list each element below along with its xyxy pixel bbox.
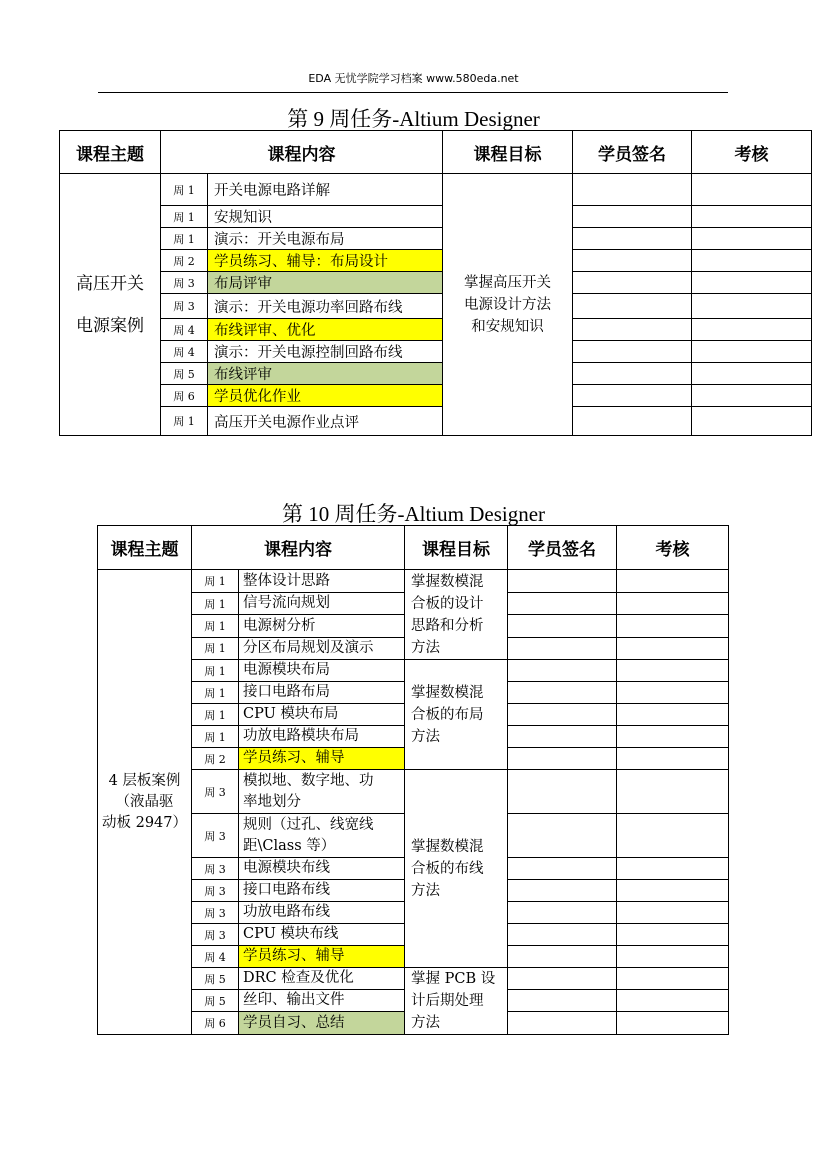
table-row: [98, 660, 729, 682]
table2-title: 第 10 周任务-Altium Designer: [281, 502, 546, 526]
week-cell: 周 1: [192, 726, 239, 748]
course-goal-line: 方法: [411, 882, 440, 899]
content-line: 丝印、输出文件: [243, 992, 345, 1008]
assessment-cell[interactable]: [617, 1012, 729, 1035]
content-cell: 布线评审: [208, 363, 443, 385]
signature-cell[interactable]: [508, 770, 617, 814]
table-row: [60, 272, 812, 294]
signature-cell[interactable]: [573, 206, 692, 228]
content-line: 功放电路布线: [243, 904, 330, 920]
signature-cell[interactable]: [573, 228, 692, 250]
course-goal: [405, 570, 508, 660]
course-goal: [443, 174, 573, 436]
week-cell: 周 4: [161, 341, 208, 363]
content-cell: 布局评审: [208, 272, 443, 294]
course-goal-line: 掌握 PCB 设: [411, 971, 496, 987]
table-row: [98, 968, 729, 990]
week-cell: 周 1: [161, 174, 208, 206]
content-line: 规则（过孔、线宽线: [243, 816, 374, 833]
course-topic: [60, 174, 161, 436]
week-cell: 周 1: [161, 228, 208, 250]
week10-table: [97, 525, 729, 1035]
col-header-goal: 课程目标: [405, 526, 508, 570]
week-cell: 周 1: [192, 704, 239, 726]
course-goal-line: 和安规知识: [471, 318, 544, 335]
page-header: EDA 无忧学院学习档案 www.580eda.net: [308, 72, 519, 85]
course-goal-line: 计后期处理: [411, 993, 484, 1009]
assessment-cell[interactable]: [617, 593, 729, 615]
signature-cell[interactable]: [508, 704, 617, 726]
week-cell: 周 3: [192, 902, 239, 924]
assessment-cell[interactable]: [617, 946, 729, 968]
table-row: [60, 385, 812, 407]
course-goal-line: 合板的布局: [411, 706, 484, 723]
signature-cell[interactable]: [573, 385, 692, 407]
signature-cell[interactable]: [508, 924, 617, 946]
week-cell: 周 2: [161, 250, 208, 272]
content-cell: [239, 770, 405, 814]
content-line: 距\Class 等）: [243, 837, 336, 854]
signature-cell[interactable]: [573, 407, 692, 436]
assessment-cell[interactable]: [617, 990, 729, 1012]
col-header-assessment: 考核: [617, 526, 729, 570]
table-row: [98, 770, 729, 814]
assessment-cell[interactable]: [692, 341, 812, 363]
signature-cell[interactable]: [508, 615, 617, 637]
assessment-cell[interactable]: [692, 363, 812, 385]
week-cell: 周 1: [192, 593, 239, 615]
table1-header-row: [60, 131, 812, 174]
col-header-signature: 学员签名: [508, 526, 617, 570]
course-topic-line: 高压开关: [76, 273, 144, 294]
signature-cell[interactable]: [573, 174, 692, 206]
course-goal-line: 思路和分析: [411, 618, 484, 634]
assessment-cell[interactable]: [692, 407, 812, 436]
course-goal-line: 掌握数模混: [411, 684, 484, 701]
course-goal-line: 掌握数模混: [411, 838, 484, 855]
col-header-assessment: 考核: [692, 131, 812, 174]
content-cell: [239, 814, 405, 858]
signature-cell[interactable]: [508, 814, 617, 858]
assessment-cell[interactable]: [617, 726, 729, 748]
content-line: 学员自习、总结: [243, 1014, 345, 1031]
course-goal-line: 合板的设计: [411, 596, 484, 612]
signature-cell[interactable]: [508, 946, 617, 968]
content-cell: [239, 615, 405, 637]
signature-cell[interactable]: [508, 593, 617, 615]
table-row: [60, 341, 812, 363]
table-row: [60, 294, 812, 319]
course-goal-line: 掌握高压开关: [464, 274, 551, 291]
signature-cell[interactable]: [573, 363, 692, 385]
signature-cell[interactable]: [508, 858, 617, 880]
assessment-cell[interactable]: [617, 880, 729, 902]
assessment-cell[interactable]: [692, 319, 812, 341]
week-cell: 周 5: [192, 968, 239, 990]
content-cell: 演示：开关电源控制回路布线: [208, 341, 443, 363]
table-row: [60, 228, 812, 250]
col-header-topic: 课程主题: [98, 526, 192, 570]
week-cell: 周 3: [161, 272, 208, 294]
course-goal-line: 方法: [411, 728, 440, 745]
assessment-cell[interactable]: [692, 385, 812, 407]
content-line: 电源树分析: [243, 617, 316, 634]
week-cell: 周 6: [161, 385, 208, 407]
col-header-signature: 学员签名: [573, 131, 692, 174]
week-cell: 周 1: [192, 570, 239, 593]
content-cell: [239, 946, 405, 968]
content-line: 功放电路模块布局: [243, 728, 359, 744]
course-goal: [405, 660, 508, 770]
content-line: 学员练习、辅导: [243, 750, 345, 766]
week-cell: 周 1: [161, 407, 208, 436]
assessment-cell[interactable]: [617, 902, 729, 924]
week-cell: 周 6: [192, 1012, 239, 1035]
assessment-cell[interactable]: [692, 250, 812, 272]
assessment-cell[interactable]: [617, 660, 729, 682]
week-cell: 周 5: [161, 363, 208, 385]
content-cell: 高压开关电源作业点评: [208, 407, 443, 436]
assessment-cell[interactable]: [617, 615, 729, 637]
content-cell: [239, 990, 405, 1012]
assessment-cell[interactable]: [692, 272, 812, 294]
week9-table: [59, 130, 812, 436]
content-cell: [239, 660, 405, 682]
table-row: [60, 250, 812, 272]
signature-cell[interactable]: [573, 294, 692, 319]
content-line: 接口电路布局: [243, 684, 330, 700]
week-cell: 周 1: [192, 682, 239, 704]
assessment-cell[interactable]: [617, 637, 729, 659]
content-cell: [239, 726, 405, 748]
course-goal-line: 方法: [411, 1015, 440, 1031]
content-cell: [239, 1012, 405, 1035]
table-row: [60, 407, 812, 436]
assessment-cell[interactable]: [617, 682, 729, 704]
table-row: [60, 206, 812, 228]
content-cell: 布线评审、优化: [208, 319, 443, 341]
assessment-cell[interactable]: [617, 770, 729, 814]
signature-cell[interactable]: [508, 880, 617, 902]
assessment-cell[interactable]: [617, 968, 729, 990]
content-cell: 学员优化作业: [208, 385, 443, 407]
course-goal-line: 方法: [411, 640, 440, 656]
week-cell: 周 2: [192, 748, 239, 770]
assessment-cell[interactable]: [692, 174, 812, 206]
week-cell: 周 1: [161, 206, 208, 228]
course-goal: [405, 968, 508, 1035]
signature-cell[interactable]: [508, 660, 617, 682]
content-cell: 学员练习、辅导：布局设计: [208, 250, 443, 272]
content-cell: 安规知识: [208, 206, 443, 228]
content-line: 模拟地、数字地、功: [243, 772, 374, 789]
course-topic-line: 4 层板案例: [108, 772, 181, 789]
week-cell: 周 4: [161, 319, 208, 341]
table-row: [98, 570, 729, 593]
week-cell: 周 4: [192, 946, 239, 968]
signature-cell[interactable]: [573, 250, 692, 272]
content-cell: [239, 570, 405, 593]
week-cell: 周 1: [192, 615, 239, 637]
content-line: 电源模块布线: [243, 860, 330, 876]
table-row: [60, 319, 812, 341]
signature-cell[interactable]: [573, 319, 692, 341]
col-header-topic: 课程主题: [60, 131, 161, 174]
assessment-cell[interactable]: [692, 294, 812, 319]
content-line: 接口电路布线: [243, 882, 330, 898]
content-cell: [239, 858, 405, 880]
signature-cell[interactable]: [508, 748, 617, 770]
assessment-cell[interactable]: [617, 858, 729, 880]
course-goal-line: 合板的布线: [411, 860, 484, 877]
col-header-content: 课程内容: [192, 526, 405, 570]
week-cell: 周 3: [192, 880, 239, 902]
assessment-cell[interactable]: [617, 814, 729, 858]
content-line: 率地划分: [243, 793, 301, 810]
course-topic-line: 动板 2947）: [101, 814, 187, 831]
content-cell: [239, 704, 405, 726]
col-header-content: 课程内容: [161, 131, 443, 174]
week-cell: 周 5: [192, 990, 239, 1012]
course-topic-line: 电源案例: [76, 315, 144, 336]
assessment-cell[interactable]: [617, 570, 729, 593]
signature-cell[interactable]: [508, 968, 617, 990]
signature-cell[interactable]: [508, 637, 617, 659]
content-cell: [239, 902, 405, 924]
signature-cell[interactable]: [573, 272, 692, 294]
content-cell: [239, 682, 405, 704]
content-cell: [239, 924, 405, 946]
table-row: [60, 174, 812, 206]
course-goal-line: 电源设计方法: [464, 296, 551, 313]
signature-cell[interactable]: [508, 990, 617, 1012]
course-topic: [98, 570, 192, 1035]
content-cell: [239, 880, 405, 902]
content-cell: [239, 637, 405, 659]
signature-cell[interactable]: [573, 341, 692, 363]
content-cell: 演示：开关电源布局: [208, 228, 443, 250]
signature-cell[interactable]: [508, 1012, 617, 1035]
signature-cell[interactable]: [508, 682, 617, 704]
header-divider: [98, 92, 728, 93]
assessment-cell[interactable]: [617, 704, 729, 726]
assessment-cell[interactable]: [692, 206, 812, 228]
content-line: 信号流向规划: [243, 595, 330, 612]
signature-cell[interactable]: [508, 902, 617, 924]
week-cell: 周 1: [192, 660, 239, 682]
signature-cell[interactable]: [508, 570, 617, 593]
content-line: 电源模块布局: [243, 662, 330, 678]
week-cell: 周 3: [192, 924, 239, 946]
week-cell: 周 3: [161, 294, 208, 319]
week-cell: 周 3: [192, 770, 239, 814]
content-cell: [239, 593, 405, 615]
content-line: CPU 模块布线: [243, 926, 339, 942]
content-cell: [239, 968, 405, 990]
content-line: DRC 检查及优化: [243, 970, 354, 986]
table1-title: 第 9 周任务-Altium Designer: [287, 107, 540, 131]
col-header-goal: 课程目标: [443, 131, 573, 174]
content-cell: 演示：开关电源功率回路布线: [208, 294, 443, 319]
signature-cell[interactable]: [508, 726, 617, 748]
table2-header-row: [98, 526, 729, 570]
assessment-cell[interactable]: [692, 228, 812, 250]
week-cell: 周 3: [192, 814, 239, 858]
content-line: 学员练习、辅导: [243, 948, 345, 964]
course-goal: [405, 770, 508, 968]
table-row: [60, 363, 812, 385]
assessment-cell[interactable]: [617, 924, 729, 946]
content-line: CPU 模块布局: [243, 706, 339, 722]
content-cell: 开关电源电路详解: [208, 174, 443, 206]
assessment-cell[interactable]: [617, 748, 729, 770]
week-cell: 周 1: [192, 637, 239, 659]
week-cell: 周 3: [192, 858, 239, 880]
course-goal-line: 掌握数模混: [411, 574, 484, 590]
course-topic-line: （液晶驱: [115, 793, 174, 810]
content-line: 分区布局规划及演示: [243, 639, 374, 656]
content-line: 整体设计思路: [243, 572, 330, 589]
content-cell: [239, 748, 405, 770]
